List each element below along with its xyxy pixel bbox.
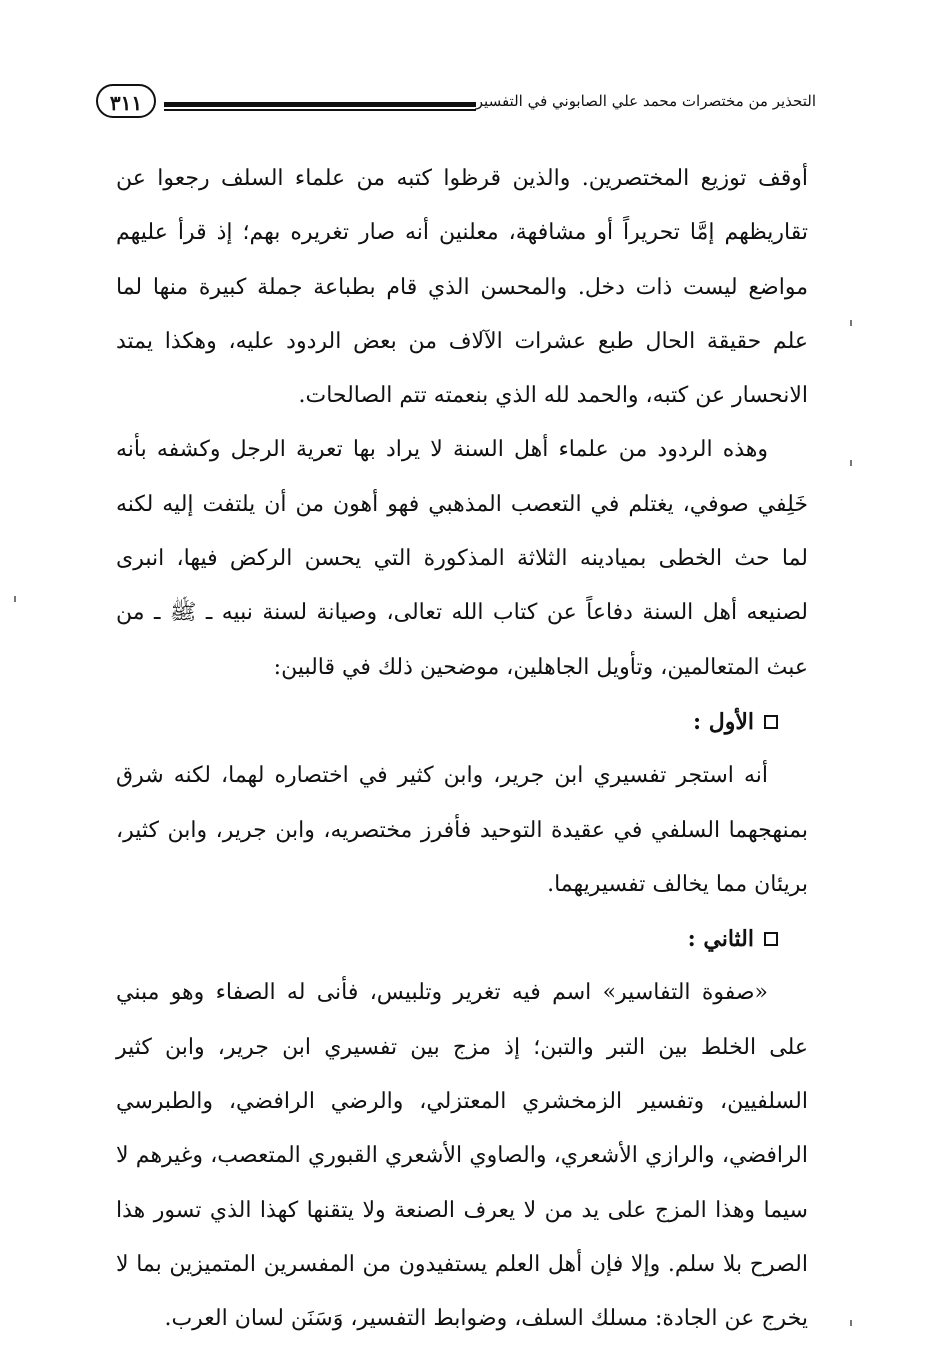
paragraph-4: «صفوة التفاسير» اسم فيه تغرير وتلبيس، فأنى له الصفاء وهو مبني على الخلط بين التبر والتبن؛ إذ مزج بين تفسيري ابن جرير، وابن كثير السلفيين، وتفسير الزمخشري المعتزلي، والرضي الرافضي، والطبرسي الرافضي، والرازي الأشعري، والصاوي الأشعري القبوري المتعصب، وغيرهم لا سيما وهذا المزج على يد من لا يعرف الصنعة ولا يتقنها كهذا الذي تسور هذا الصرح بلا سلم. وإلا فإن أهل العلم يستفيدون من المفسرين المتميزين بما لا يخرج عن الجادة: مسلك السلف، وضوابط التفسير، وَسَنَن لسان العرب. <box>116 980 808 1332</box>
scan-mark <box>850 460 852 466</box>
heading-first <box>116 695 808 749</box>
scan-mark <box>14 596 16 602</box>
page-body <box>116 152 808 1347</box>
square-bullet-icon <box>764 715 778 729</box>
scan-mark <box>850 320 852 326</box>
square-bullet-icon <box>764 932 778 946</box>
page-header <box>96 84 816 124</box>
header-rule <box>164 102 476 111</box>
paragraph-2: وهذه الردود من علماء أهل السنة لا يراد بها تعرية الرجل وكشفه بأنه خَلِفي صوفي، يغتلم في التعصب المذهبي فهو أهون من أن يلتفت إليه لكنه لما حث الخطى بميادينه الثلاثة المذكورة التي يحسن الركض فيها، انبرى لصنيعه أهل السنة دفاعاً عن كتاب الله تعالى، وصيانة لسنة نبيه ـ ﷺ ـ من عبث المتعالمين، وتأويل الجاهلين، موضحين ذلك في قالبين: <box>116 437 808 680</box>
paragraph-1: أوقف توزيع المختصرين. والذين قرظوا كتبه من علماء السلف رجعوا عن تقاريظهم إمَّا تحريراً أو مشافهة، معلنين أنه صار تغريره بهم؛ إذ قرأ عليهم مواضع ليست ذات دخل. والمحسن الذي قام بطباعة جملة كبيرة منها لما علم حقيقة الحال طبع عشرات الآلاف من بعض الردود عليه، وهكذا يمتد الانحسار عن كتبه، والحمد لله الذي بنعمته تتم الصالحات. <box>116 166 808 409</box>
heading-second-label: الثاني : <box>687 926 754 953</box>
scan-mark <box>850 1320 852 1326</box>
page-number: ٣١١ <box>96 84 156 118</box>
running-title: التحذير من مختصرات محمد علي الصابوني في التفسير <box>475 92 816 110</box>
header-rule-thin <box>164 109 476 111</box>
paragraph-3: أنه استجر تفسيري ابن جرير، وابن كثير في اختصاره لهما، لكنه شرق بمنهجهما السلفي في عقيدة التوحيد فأفرز مختصريه، وابن جرير، وابن كثير، بريئان مما يخالف تفسيريهما. <box>116 763 808 897</box>
header-rule-thick <box>164 102 476 107</box>
heading-first-label: الأول : <box>692 708 754 735</box>
heading-second <box>116 912 808 966</box>
